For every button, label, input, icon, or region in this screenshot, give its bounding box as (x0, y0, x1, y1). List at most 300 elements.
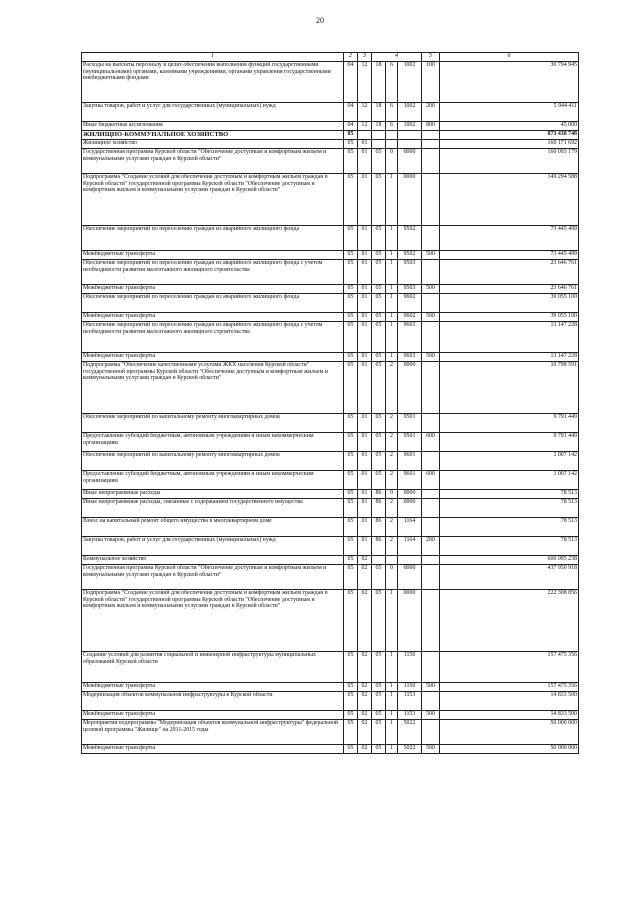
row-direction-cell: 1002 (398, 62, 422, 103)
row-subsection-cell: 01 (358, 174, 372, 226)
row-subprogram-cell: 1 (386, 174, 398, 226)
row-subsection-cell: 01 (358, 490, 372, 499)
row-name-cell: Закупка товаров, работ и услуг для государственных (муниципальных) нужд (82, 537, 344, 556)
row-expense-type-cell: 500 (422, 251, 440, 260)
row-direction-cell (398, 140, 422, 149)
table-row (82, 362, 579, 414)
row-name-cell: Обеспечение мероприятий по переселению граждан из аварийного жилищного фонда (82, 226, 344, 251)
row-section-cell: 05 (344, 362, 358, 414)
row-expense-type-cell: 800 (422, 122, 440, 131)
row-section-cell: 05 (344, 745, 358, 754)
table-row (82, 294, 579, 313)
table-row (82, 149, 579, 174)
row-subsection-cell: 01 (358, 285, 372, 294)
row-program-cell: 05 (372, 720, 386, 745)
row-section-cell: 05 (344, 471, 358, 490)
row-name-cell: Иные непрограммные расходы, связанные с содержанием государственного имущества (82, 499, 344, 518)
row-subsection-cell: 02 (358, 652, 372, 683)
row-direction-cell: 1164 (398, 537, 422, 556)
row-expense-type-cell (422, 565, 440, 590)
row-subsection-cell (358, 131, 372, 140)
row-subprogram-cell: 2 (386, 452, 398, 471)
row-subsection-cell: 01 (358, 226, 372, 251)
row-subprogram-cell: 1 (386, 322, 398, 353)
row-expense-type-cell (422, 720, 440, 745)
row-program-cell: 05 (372, 471, 386, 490)
row-direction-cell: 9503 (398, 285, 422, 294)
row-program-cell: 05 (372, 362, 386, 414)
table-row (82, 174, 579, 226)
table-row (82, 711, 579, 720)
row-section-cell: 05 (344, 452, 358, 471)
row-name-cell: Расходы на выплаты персоналу в целях обеспечения выполнения функций государственными (муниципальными) органами, казенными учреждениями, органами управления государственными внебюджетными фондами (82, 62, 344, 103)
row-name-cell: Государственная программа Курской области "Обеспечение доступным и комфортным жильем и коммунальными услугами граждан в Курской области" (82, 149, 344, 174)
row-name-cell: Обеспечение мероприятий по капитальному ремонту многоквартирных домов (82, 452, 344, 471)
row-program-cell: 18 (372, 103, 386, 122)
row-section-cell: 04 (344, 103, 358, 122)
row-subprogram-cell: 6 (386, 122, 398, 131)
table-row (82, 226, 579, 251)
row-direction-cell: 9502 (398, 226, 422, 251)
row-subprogram-cell (386, 140, 398, 149)
row-direction-cell: 9603 (398, 322, 422, 353)
table-row (82, 313, 579, 322)
row-program-cell: 05 (372, 590, 386, 652)
row-program-cell: 05 (372, 285, 386, 294)
row-subprogram-cell: 2 (386, 362, 398, 414)
table-row (82, 452, 579, 471)
row-name-cell: Обеспечение мероприятий по капитальному ремонту многоквартирных домов (82, 414, 344, 433)
table-row (82, 414, 579, 433)
row-amount-cell: 13 147 228 (440, 353, 579, 362)
row-section-cell: 05 (344, 711, 358, 720)
row-section-cell: 05 (344, 251, 358, 260)
row-program-cell: 05 (372, 174, 386, 226)
row-expense-type-cell (422, 260, 440, 285)
row-subsection-cell: 01 (358, 518, 372, 537)
row-expense-type-cell (422, 174, 440, 226)
row-section-cell: 05 (344, 353, 358, 362)
page-number: 20 (316, 16, 324, 25)
row-direction-cell: 9501 (398, 433, 422, 452)
row-subsection-cell: 12 (358, 103, 372, 122)
table-row (82, 471, 579, 490)
table-body (82, 62, 579, 754)
row-amount-cell: 149 294 588 (440, 174, 579, 226)
row-amount-cell: 9 791 449 (440, 414, 579, 433)
row-subsection-cell: 01 (358, 433, 372, 452)
row-amount-cell: 78 513 (440, 490, 579, 499)
row-direction-cell: 1164 (398, 518, 422, 537)
row-amount-cell: 78 513 (440, 537, 579, 556)
row-program-cell: 05 (372, 414, 386, 433)
row-subprogram-cell: 1 (386, 260, 398, 285)
row-section-cell: 05 (344, 652, 358, 683)
col-header-section: 2 (344, 53, 358, 62)
table-row (82, 251, 579, 260)
row-subprogram-cell: 0 (386, 565, 398, 590)
row-direction-cell: 1002 (398, 103, 422, 122)
row-subsection-cell: 01 (358, 322, 372, 353)
row-name-cell: Жилищное хозяйство (82, 140, 344, 149)
row-direction-cell: 9602 (398, 313, 422, 322)
row-amount-cell: 73 445 499 (440, 226, 579, 251)
row-program-cell: 05 (372, 433, 386, 452)
row-name-cell: Коммунальное хозяйство (82, 556, 344, 565)
row-direction-cell: 9603 (398, 353, 422, 362)
table-header-row (82, 53, 579, 62)
row-name-cell: Обеспечение мероприятий по переселению граждан из аварийного жилищного фонда (82, 294, 344, 313)
table-row (82, 518, 579, 537)
row-program-cell: 05 (372, 745, 386, 754)
row-direction-cell: 0000 (398, 490, 422, 499)
row-amount-cell: 13 147 228 (440, 322, 579, 353)
row-expense-type-cell (422, 518, 440, 537)
row-subprogram-cell: 1 (386, 652, 398, 683)
row-subprogram-cell: 1 (386, 692, 398, 711)
table-row (82, 745, 579, 754)
row-program-cell: 05 (372, 652, 386, 683)
row-subsection-cell: 02 (358, 590, 372, 652)
table-row (82, 537, 579, 556)
row-amount-cell: 39 055 100 (440, 313, 579, 322)
row-program-cell (372, 140, 386, 149)
row-program-cell: 05 (372, 692, 386, 711)
row-direction-cell: 0000 (398, 149, 422, 174)
row-program-cell: 86 (372, 537, 386, 556)
row-program-cell: 05 (372, 149, 386, 174)
row-amount-cell: 160 171 692 (440, 140, 579, 149)
row-name-cell: Межбюджетные трансферты (82, 711, 344, 720)
row-subsection-cell: 01 (358, 313, 372, 322)
row-expense-type-cell (422, 590, 440, 652)
row-program-cell: 86 (372, 499, 386, 518)
row-name-cell: Обеспечение мероприятий по переселению граждан из аварийного жилищного фонда с учетом необходимости развития малоэтажного жилищного строительства (82, 322, 344, 353)
row-section-cell: 05 (344, 565, 358, 590)
table-row (82, 499, 579, 518)
row-expense-type-cell: 500 (422, 683, 440, 692)
row-section-cell: 04 (344, 62, 358, 103)
row-program-cell: 86 (372, 518, 386, 537)
row-expense-type-cell (422, 414, 440, 433)
row-section-cell: 05 (344, 226, 358, 251)
table-row (82, 140, 579, 149)
row-direction-cell: 0000 (398, 174, 422, 226)
row-section-cell: 05 (344, 590, 358, 652)
col-header-amount: 6 (440, 53, 579, 62)
row-direction-cell: 5022 (398, 745, 422, 754)
row-subsection-cell: 01 (358, 362, 372, 414)
row-expense-type-cell (422, 149, 440, 174)
table-row (82, 590, 579, 652)
col-header-expense-type: 5 (422, 53, 440, 62)
row-name-cell: Мероприятия подпрограммы "Модернизация объектов коммунальной инфраструктуры" федеральной целевой программы "Жилище" на 2011-2015 годы (82, 720, 344, 745)
row-direction-cell: 1153 (398, 711, 422, 720)
row-amount-cell: 157 475 356 (440, 652, 579, 683)
row-section-cell: 05 (344, 683, 358, 692)
row-subsection-cell: 02 (358, 683, 372, 692)
row-subprogram-cell: 1 (386, 745, 398, 754)
row-amount-cell: 78 513 (440, 518, 579, 537)
row-amount-cell: 9 791 449 (440, 433, 579, 452)
row-section-cell: 05 (344, 260, 358, 285)
row-subsection-cell: 02 (358, 720, 372, 745)
row-subsection-cell: 01 (358, 260, 372, 285)
row-amount-cell: 437 950 918 (440, 565, 579, 590)
row-subprogram-cell: 1 (386, 285, 398, 294)
row-subsection-cell: 01 (358, 499, 372, 518)
row-subprogram-cell: 1 (386, 251, 398, 260)
row-subprogram-cell: 1 (386, 683, 398, 692)
row-section-cell: 05 (344, 140, 358, 149)
row-amount-cell: 45 000 (440, 122, 579, 131)
row-section-cell: 05 (344, 131, 358, 140)
row-program-cell: 05 (372, 294, 386, 313)
table-row (82, 103, 579, 122)
row-direction-cell: 1150 (398, 683, 422, 692)
row-subprogram-cell: 0 (386, 490, 398, 499)
row-expense-type-cell: 500 (422, 313, 440, 322)
row-expense-type-cell (422, 556, 440, 565)
row-section-cell: 05 (344, 518, 358, 537)
row-name-cell: Межбюджетные трансферты (82, 285, 344, 294)
row-section-cell: 05 (344, 692, 358, 711)
row-amount-cell: 73 445 499 (440, 251, 579, 260)
row-amount-cell: 1 007 142 (440, 452, 579, 471)
row-section-cell: 05 (344, 149, 358, 174)
row-subprogram-cell: 6 (386, 62, 398, 103)
row-program-cell: 05 (372, 683, 386, 692)
table-row (82, 556, 579, 565)
row-expense-type-cell: 500 (422, 745, 440, 754)
row-expense-type-cell (422, 490, 440, 499)
row-name-cell: Создание условий для развития социальной и инженерной инфраструктуры муниципальных образований Курской области (82, 652, 344, 683)
row-section-cell: 05 (344, 490, 358, 499)
row-subsection-cell: 02 (358, 711, 372, 720)
row-expense-type-cell (422, 362, 440, 414)
row-name-cell: Предоставление субсидий бюджетным, автономным учреждениям и иным некоммерческим организациям (82, 433, 344, 452)
row-amount-cell: 873 438 748 (440, 131, 579, 140)
row-expense-type-cell (422, 452, 440, 471)
row-subsection-cell: 01 (358, 353, 372, 362)
row-program-cell: 05 (372, 260, 386, 285)
row-section-cell: 05 (344, 537, 358, 556)
row-direction-cell: 9602 (398, 294, 422, 313)
row-section-cell: 05 (344, 414, 358, 433)
row-subprogram-cell: 2 (386, 414, 398, 433)
row-section-cell: 05 (344, 720, 358, 745)
row-program-cell: 05 (372, 565, 386, 590)
row-expense-type-cell: 600 (422, 433, 440, 452)
row-name-cell: Государственная программа Курской области "Обеспечение доступным и комфортным жильем и коммунальными услугами граждан в Курской области" (82, 565, 344, 590)
row-subprogram-cell: 2 (386, 518, 398, 537)
row-direction-cell: 9601 (398, 471, 422, 490)
row-section-cell: 05 (344, 322, 358, 353)
table-row (82, 433, 579, 452)
row-amount-cell: 50 000 000 (440, 720, 579, 745)
row-direction-cell: 1153 (398, 692, 422, 711)
row-expense-type-cell: 200 (422, 537, 440, 556)
row-direction-cell: 9503 (398, 260, 422, 285)
row-section-cell: 05 (344, 556, 358, 565)
row-direction-cell: 9601 (398, 452, 422, 471)
row-amount-cell: 222 308 856 (440, 590, 579, 652)
row-program-cell: 86 (372, 490, 386, 499)
row-section-cell: 04 (344, 122, 358, 131)
row-program-cell: 05 (372, 313, 386, 322)
row-amount-cell: 14 833 500 (440, 711, 579, 720)
row-program-cell: 05 (372, 452, 386, 471)
row-expense-type-cell (422, 226, 440, 251)
row-subprogram-cell: 1 (386, 711, 398, 720)
row-direction-cell: 0000 (398, 499, 422, 518)
row-subsection-cell: 01 (358, 251, 372, 260)
row-subsection-cell: 01 (358, 140, 372, 149)
row-subsection-cell: 01 (358, 471, 372, 490)
row-section-cell: 05 (344, 499, 358, 518)
row-program-cell (372, 131, 386, 140)
row-subsection-cell: 01 (358, 537, 372, 556)
row-program-cell (372, 556, 386, 565)
row-subprogram-cell: 0 (386, 149, 398, 174)
row-name-cell: ЖИЛИЩНО-КОММУНАЛЬНОЕ ХОЗЯЙСТВО (82, 131, 344, 140)
table-row (82, 260, 579, 285)
row-subprogram-cell (386, 556, 398, 565)
row-name-cell: Межбюджетные трансферты (82, 683, 344, 692)
row-direction-cell: 0000 (398, 362, 422, 414)
table-row (82, 565, 579, 590)
row-subprogram-cell: 1 (386, 226, 398, 251)
table-row (82, 652, 579, 683)
row-amount-cell: 1 007 142 (440, 471, 579, 490)
row-program-cell: 05 (372, 226, 386, 251)
row-direction-cell: 1150 (398, 652, 422, 683)
row-direction-cell: 9502 (398, 251, 422, 260)
row-section-cell: 05 (344, 433, 358, 452)
row-expense-type-cell: 600 (422, 471, 440, 490)
row-direction-cell: 0000 (398, 565, 422, 590)
row-section-cell: 05 (344, 285, 358, 294)
row-subsection-cell: 01 (358, 149, 372, 174)
row-subprogram-cell: 2 (386, 433, 398, 452)
table-row (82, 490, 579, 499)
row-name-cell: Подпрограмма "Создание условий для обеспечения доступным и комфортным жильем граждан в Курской области" государственной программы Курской области "Обеспечение доступным и комфортным жильем и коммунальными услугами граждан в Курской области" (82, 174, 344, 226)
row-name-cell: Межбюджетные трансферты (82, 313, 344, 322)
table-row (82, 122, 579, 131)
budget-table (81, 52, 579, 754)
row-direction-cell (398, 556, 422, 565)
row-direction-cell: 0000 (398, 590, 422, 652)
row-name-cell: Предоставление субсидий бюджетным, автономным учреждениям и иным некоммерческим организациям (82, 471, 344, 490)
row-expense-type-cell: 100 (422, 62, 440, 103)
row-expense-type-cell (422, 692, 440, 711)
table-row (82, 322, 579, 353)
row-name-cell: Модернизация объектов коммунальной инфраструктуры в Курской области (82, 692, 344, 711)
row-name-cell: Подпрограмма "Создание условий для обеспечения доступным и комфортным жильем граждан в Курской области" государственной программы Курской области "Обеспечение доступным и комфортным жильем и коммунальными услугами граждан в Курской области" (82, 590, 344, 652)
row-subsection-cell: 02 (358, 565, 372, 590)
row-expense-type-cell: 500 (422, 353, 440, 362)
row-amount-cell: 23 646 761 (440, 285, 579, 294)
row-subsection-cell: 12 (358, 122, 372, 131)
row-program-cell: 18 (372, 122, 386, 131)
row-program-cell: 05 (372, 322, 386, 353)
row-subsection-cell: 02 (358, 692, 372, 711)
row-expense-type-cell (422, 294, 440, 313)
row-amount-cell: 14 833 500 (440, 692, 579, 711)
row-section-cell: 05 (344, 174, 358, 226)
row-name-cell: Межбюджетные трансферты (82, 251, 344, 260)
section-heading-row (82, 131, 579, 140)
row-amount-cell: 23 646 761 (440, 260, 579, 285)
row-amount-cell: 39 055 100 (440, 294, 579, 313)
row-expense-type-cell (422, 322, 440, 353)
row-subprogram-cell: 1 (386, 294, 398, 313)
row-subprogram-cell: 1 (386, 590, 398, 652)
row-subsection-cell: 01 (358, 414, 372, 433)
row-subprogram-cell: 6 (386, 103, 398, 122)
row-program-cell: 05 (372, 353, 386, 362)
row-direction-cell: 9501 (398, 414, 422, 433)
row-name-cell: Подпрограмма "Обеспечение качественными услугами ЖКХ населения Курской области" государственной программы Курской области "Обеспечение доступным и комфортным жильем и коммунальными услугами граждан в Курской области" (82, 362, 344, 414)
table-row (82, 683, 579, 692)
row-program-cell: 05 (372, 251, 386, 260)
table-row (82, 285, 579, 294)
row-direction-cell (398, 131, 422, 140)
row-direction-cell: 1002 (398, 122, 422, 131)
table-row (82, 720, 579, 745)
row-expense-type-cell (422, 140, 440, 149)
row-subsection-cell: 02 (358, 556, 372, 565)
row-subprogram-cell: 1 (386, 353, 398, 362)
row-expense-type-cell (422, 652, 440, 683)
row-amount-cell: 160 093 179 (440, 149, 579, 174)
row-subprogram-cell (386, 131, 398, 140)
row-expense-type-cell: 500 (422, 711, 440, 720)
row-name-cell: Межбюджетные трансферты (82, 353, 344, 362)
row-subprogram-cell: 1 (386, 720, 398, 745)
row-subsection-cell: 02 (358, 745, 372, 754)
row-amount-cell: 5 944 411 (440, 103, 579, 122)
row-amount-cell: 10 798 591 (440, 362, 579, 414)
col-header-subsection: 3 (358, 53, 372, 62)
row-amount-cell: 600 095 238 (440, 556, 579, 565)
row-direction-cell: 5022 (398, 720, 422, 745)
col-header-name: 1 (82, 53, 344, 62)
row-expense-type-cell (422, 131, 440, 140)
row-subprogram-cell: 2 (386, 537, 398, 556)
row-subprogram-cell: 2 (386, 499, 398, 518)
row-amount-cell: 157 475 356 (440, 683, 579, 692)
row-amount-cell: 78 513 (440, 499, 579, 518)
row-subsection-cell: 01 (358, 294, 372, 313)
row-name-cell: Обеспечение мероприятий по переселению граждан из аварийного жилищного фонда с учетом необходимости развития малоэтажного жилищного строительства (82, 260, 344, 285)
table-row (82, 62, 579, 103)
row-amount-cell: 36 794 945 (440, 62, 579, 103)
row-expense-type-cell: 200 (422, 103, 440, 122)
row-amount-cell: 50 000 000 (440, 745, 579, 754)
row-name-cell: Межбюджетные трансферты (82, 745, 344, 754)
row-expense-type-cell: 500 (422, 285, 440, 294)
row-program-cell: 18 (372, 62, 386, 103)
col-header-target-article: 4 (372, 53, 422, 62)
row-name-cell: Иные непрограммные расходы (82, 490, 344, 499)
row-section-cell: 05 (344, 313, 358, 322)
row-subprogram-cell: 1 (386, 313, 398, 322)
row-subprogram-cell: 2 (386, 471, 398, 490)
row-subsection-cell: 01 (358, 452, 372, 471)
table-row (82, 353, 579, 362)
row-subsection-cell: 12 (358, 62, 372, 103)
